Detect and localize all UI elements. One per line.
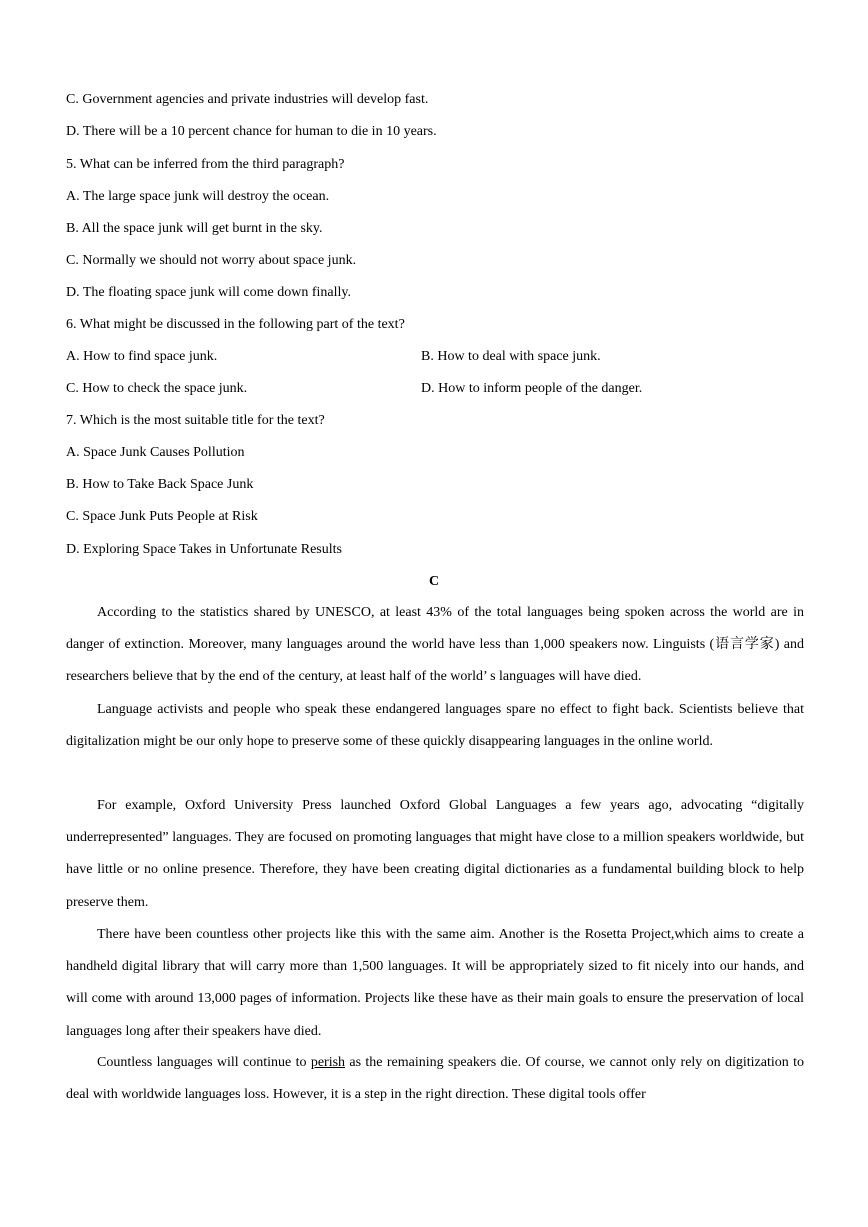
underlined-word-perish: perish bbox=[310, 1055, 346, 1070]
q7-option-c: C. Space Junk Puts People at Risk bbox=[66, 509, 258, 524]
q5-option-a: A. The large space junk will destroy the ocean. bbox=[66, 189, 330, 204]
paragraph-5-text-start: Countless languages will continue to bbox=[97, 1055, 311, 1070]
q6-option-a: A. How to find space junk. bbox=[66, 349, 218, 364]
q6-option-b: B. How to deal with space junk. bbox=[421, 349, 601, 364]
passage-paragraph-1: According to the statistics shared by UNESCO, at least 43% of the total languages being spoken across the world are in danger of extinction. Moreover, many languages around the world have less than 1,000 speakers now. Linguists (语言学家) and researchers believe that by the end of the century, at least half of the world’ s languages will have died. bbox=[66, 605, 804, 685]
q4-option-c: C. Government agencies and private industries will develop fast. bbox=[66, 92, 429, 107]
q5-option-b: B. All the space junk will get burnt in the sky. bbox=[66, 221, 323, 236]
passage-paragraph-5 bbox=[66, 1047, 804, 1111]
passage-paragraph-4: There have been countless other projects like this with the same aim. Another is the Rosetta Project,which aims to create a handheld digital library that will carry more than 1,500 languages. It will be appropriately sized to fit nicely into our hands, and will come with around 13,000 pages of information. Projects like these have as their main goals to ensure the preservation of local languages long after their speakers have died. bbox=[66, 927, 804, 1039]
passage-paragraph-2: Language activists and people who speak these endangered languages spare no effect to fight back. Scientists believe that digitalization might be our only hope to preserve some of these quickly disappearing languages in the online world. bbox=[66, 702, 804, 750]
q5-stem: 5. What can be inferred from the third paragraph? bbox=[66, 157, 345, 172]
q6-stem: 6. What might be discussed in the following part of the text? bbox=[66, 317, 405, 332]
q6-option-c: C. How to check the space junk. bbox=[66, 381, 248, 396]
passage-paragraph-3: For example, Oxford University Press launched Oxford Global Languages a few years ago, advocating “digitally underrepresented” languages. They are focused on promoting languages that might have close to a million speakers worldwide, but have little or no online presence. Therefore, they have been creating digital dictionaries as a fundamental building block to help preserve them. bbox=[66, 798, 804, 910]
paragraph-5-text-end: as the remaining speakers die. Of course, we cannot only rely on digitization to deal with worldwide languages loss. However, it is a step in the right direction. These digital tools offer bbox=[66, 1055, 804, 1103]
q5-option-d: D. The floating space junk will come down finally. bbox=[66, 285, 351, 300]
q5-option-c: C. Normally we should not worry about space junk. bbox=[66, 253, 357, 268]
q7-option-d: D. Exploring Space Takes in Unfortunate Results bbox=[66, 542, 342, 557]
section-heading-c: C bbox=[428, 574, 440, 589]
q7-stem: 7. Which is the most suitable title for the text? bbox=[66, 413, 325, 428]
q7-option-a: A. Space Junk Causes Pollution bbox=[66, 445, 245, 460]
q6-option-d: D. How to inform people of the danger. bbox=[421, 381, 643, 396]
q4-option-d: D. There will be a 10 percent chance for human to die in 10 years. bbox=[66, 124, 437, 139]
q7-option-b: B. How to Take Back Space Junk bbox=[66, 477, 254, 492]
